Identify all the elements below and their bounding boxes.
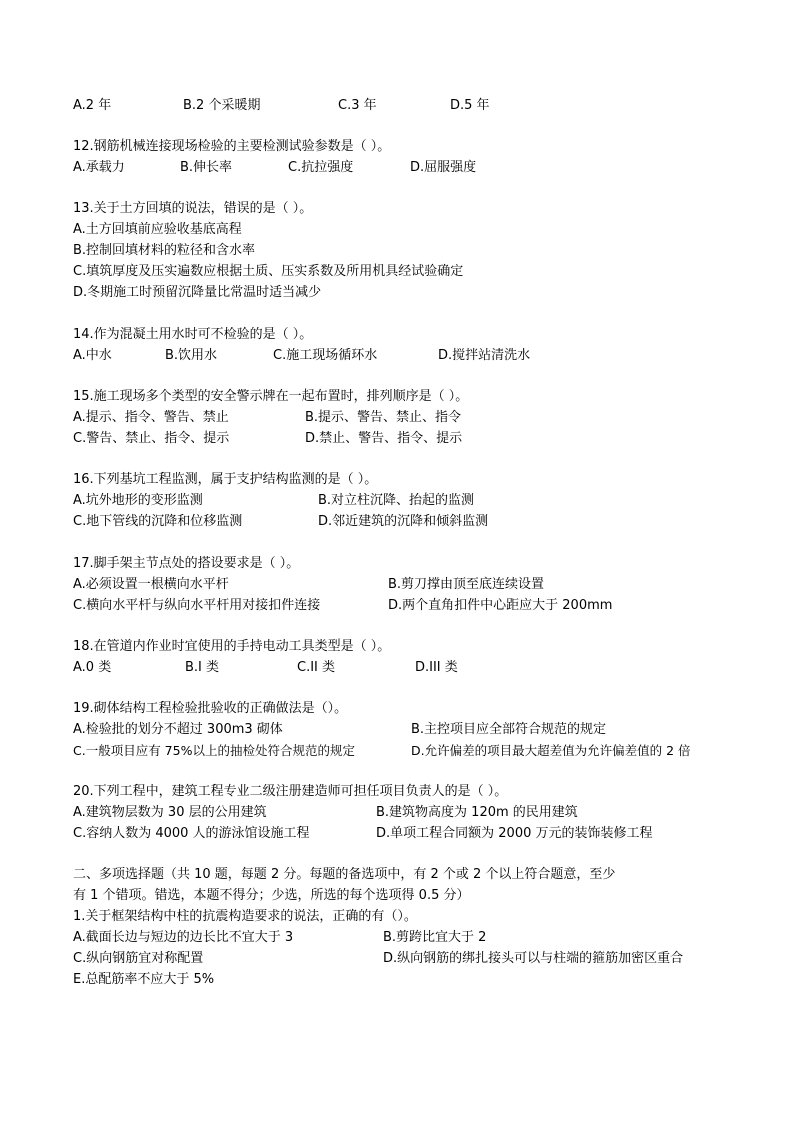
section-heading-line-1: 二、多项选择题（共 10 题，每题 2 分。每题的备选项中，有 2 个或 2 个以上符合题意，至少 xyxy=(73,867,616,882)
option-b: B.主控项目应全部符合规范的规定 xyxy=(411,722,607,737)
question-stem: 14.作为混凝土用水时可不检验的是（ ）。 xyxy=(73,327,313,342)
option-d: D.搅拌站清洗水 xyxy=(438,348,531,363)
option-e: E.总配筋率不应大于 5% xyxy=(73,972,215,987)
option-b: B.剪跨比宜大于 2 xyxy=(383,930,487,945)
option-a: A.检验批的划分不超过 300m3 砌体 xyxy=(73,722,283,737)
option-c: C.抗拉强度 xyxy=(288,160,354,175)
option-b: B.提示、警告、禁止、指令 xyxy=(305,410,462,425)
option-c: C.纵向钢筋宜对称配置 xyxy=(73,951,204,966)
question-stem: 19.砌体结构工程检验批验收的正确做法是（）。 xyxy=(73,701,348,716)
option-c: C.横向水平杆与纵向水平杆用对接扣件连接 xyxy=(73,598,321,613)
option-a: A.坑外地形的变形监测 xyxy=(73,493,203,508)
option-a: A.截面长边与短边的边长比不宜大于 3 xyxy=(73,930,294,945)
option-b: B.对立柱沉降、抬起的监测 xyxy=(318,493,475,508)
section-heading-line-2: 有 1 个错项。错选，本题不得分；少选，所选的每个选项得 0.5 分） xyxy=(73,888,470,903)
q11-option-c: C.3 年 xyxy=(338,98,377,113)
option-b: B.建筑物高度为 120m 的民用建筑 xyxy=(376,805,578,820)
q11-option-d: D.5 年 xyxy=(450,98,490,113)
option-c: C.地下管线的沉降和位移监测 xyxy=(73,514,243,529)
question-stem: 15.施工现场多个类型的安全警示牌在一起布置时，排列顺序是（ ）。 xyxy=(73,389,469,404)
question-stem: 13.关于土方回填的说法，错误的是（ ）。 xyxy=(73,201,313,216)
option-d: D.邻近建筑的沉降和倾斜监测 xyxy=(318,514,489,529)
option-a: A.提示、指令、警告、禁止 xyxy=(73,410,229,425)
option-a: A.建筑物层数为 30 层的公用建筑 xyxy=(73,805,267,820)
option-a: A.中水 xyxy=(73,348,112,363)
question-stem: 20.下列工程中，建筑工程专业二级注册建造师可担任项目负责人的是（ ）。 xyxy=(73,784,508,799)
option-a: A.必须设置一根横向水平杆 xyxy=(73,577,229,592)
question-stem: 1.关于框架结构中柱的抗震构造要求的说法，正确的有（）。 xyxy=(73,909,417,924)
option-c: C.填筑厚度及压实遍数应根据土质、压实系数及所用机具经试验确定 xyxy=(73,264,464,279)
q11-option-a: A.2 年 xyxy=(73,98,112,113)
q11-option-b: B.2 个采暖期 xyxy=(183,98,261,113)
option-c: C.施工现场循环水 xyxy=(273,348,378,363)
option-a: A.0 类 xyxy=(73,660,112,675)
option-a: A.承载力 xyxy=(73,160,125,175)
option-d: D.III 类 xyxy=(415,660,458,675)
option-d: D.冬期施工时预留沉降量比常温时适当减少 xyxy=(73,285,322,300)
option-c: C.警告、禁止、指令、提示 xyxy=(73,431,230,446)
option-b: B.伸长率 xyxy=(180,160,233,175)
option-c: C.容纳人数为 4000 人的游泳馆设施工程 xyxy=(73,826,310,841)
question-stem: 12.钢筋机械连接现场检验的主要检测试验参数是（ ）。 xyxy=(73,139,391,154)
question-stem: 16.下列基坑工程监测，属于支护结构监测的是（ ）。 xyxy=(73,472,378,487)
option-a: A.土方回填前应验收基底高程 xyxy=(73,222,242,237)
option-c: C.一般项目应有 75%以上的抽检处符合规范的规定 xyxy=(73,743,355,758)
option-d: D.屈服强度 xyxy=(410,160,477,175)
option-b: B.I 类 xyxy=(185,660,220,675)
option-d: D.纵向钢筋的绑扎接头可以与柱端的箍筋加密区重合 xyxy=(383,951,684,966)
option-b: B.剪刀撑由顶至底连续设置 xyxy=(388,577,545,592)
option-c: C.II 类 xyxy=(297,660,336,675)
option-b: B.控制回填材料的粒径和含水率 xyxy=(73,243,256,258)
option-b: B.饮用水 xyxy=(165,348,218,363)
option-d: D.两个直角扣件中心距应大于 200mm xyxy=(388,598,613,613)
question-stem: 17.脚手架主节点处的搭设要求是（ ）。 xyxy=(73,556,300,571)
option-d: D.允许偏差的项目最大超差值为允许偏差值的 2 倍 xyxy=(411,743,691,758)
option-d: D.禁止、警告、指令、提示 xyxy=(305,431,463,446)
question-stem: 18.在管道内作业时宜使用的手持电动工具类型是（ ）。 xyxy=(73,639,391,654)
option-d: D.单项工程合同额为 2000 万元的装饰装修工程 xyxy=(376,826,653,841)
